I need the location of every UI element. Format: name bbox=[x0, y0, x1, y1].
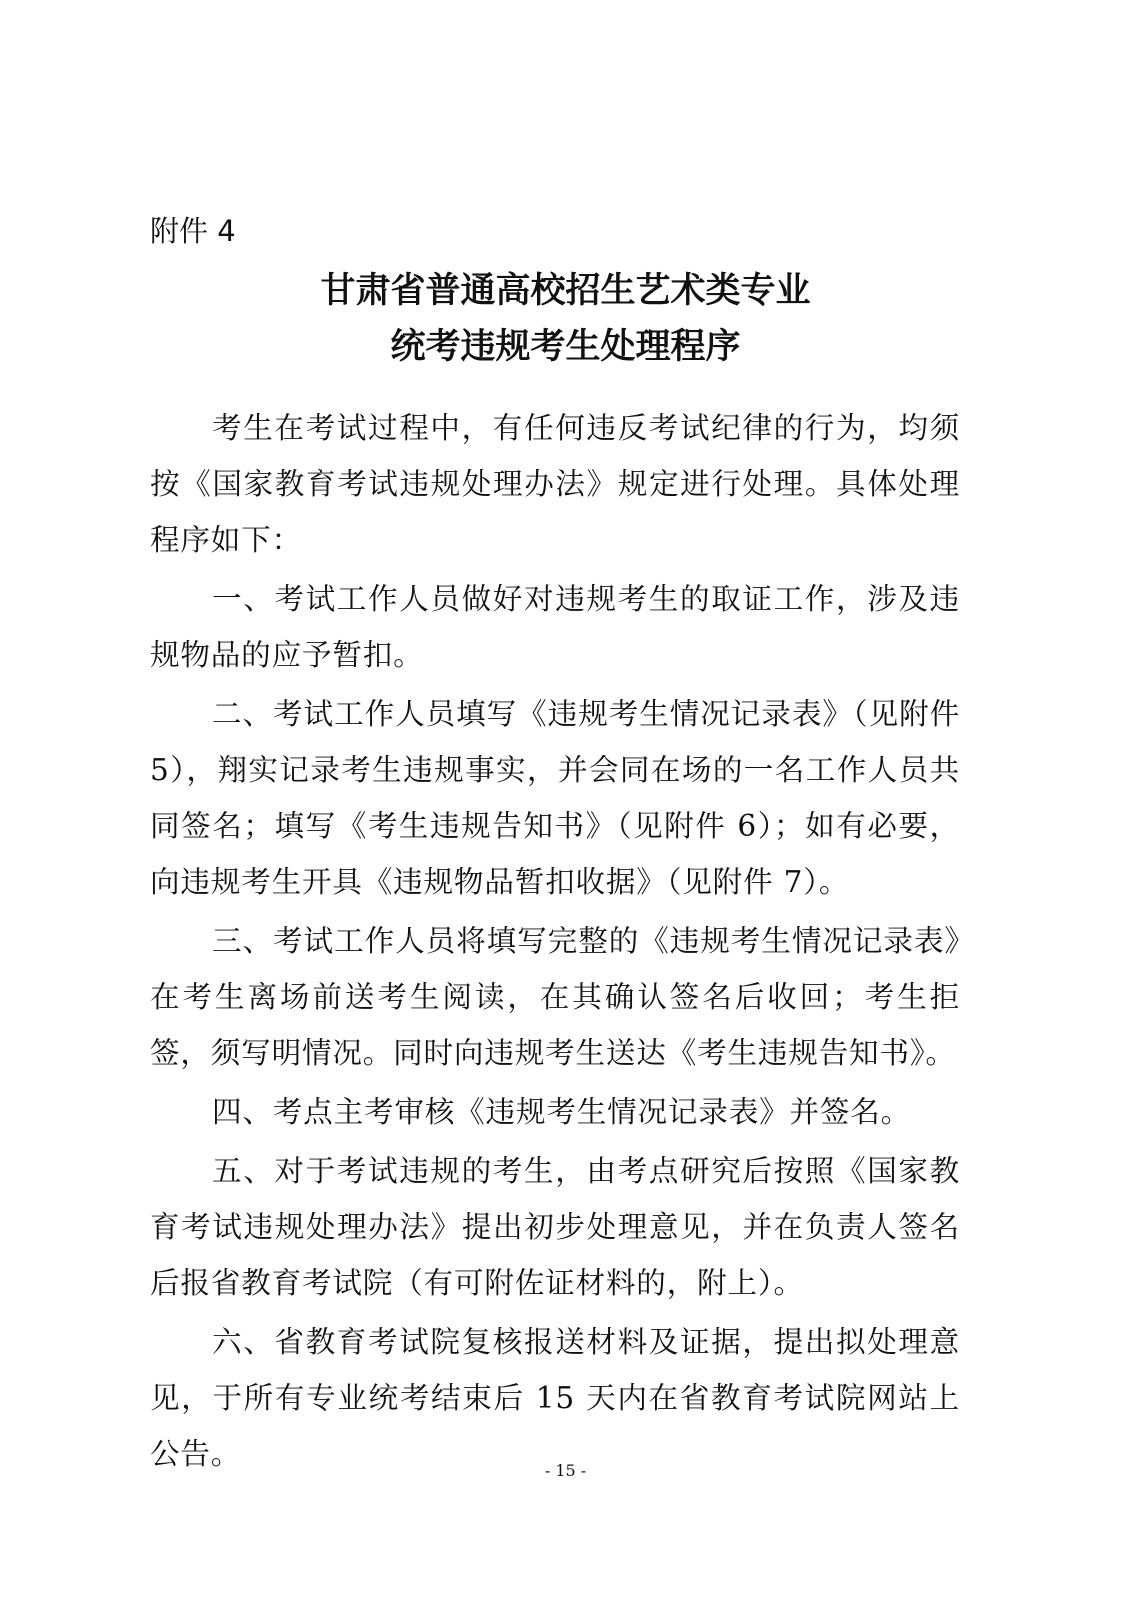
paragraph-step-6: 六、省教育考试院复核报送材料及证据，提出拟处理意见，于所有专业统考结束后 15 天内在省教育考试院网站上公告。 bbox=[150, 1325, 960, 1471]
document-body bbox=[150, 400, 960, 1485]
paragraph-step-1: 一、考试工作人员做好对违规考生的取证工作，涉及违规物品的应予暂扣。 bbox=[150, 582, 960, 672]
document-title-line-1: 甘肃省普通高校招生艺术类专业 bbox=[320, 270, 811, 311]
document-title-line-2: 统考违规考生处理程序 bbox=[390, 326, 741, 367]
page-number: - 15 - bbox=[544, 1461, 587, 1480]
paragraph-intro: 考生在考试过程中，有任何违反考试纪律的行为，均须按《国家教育考试违规处理办法》规定进行处理。具体处理程序如下： bbox=[150, 411, 960, 557]
attachment-label: 附件 4 bbox=[150, 214, 236, 248]
paragraph-step-4: 四、考点主考审核《违规考生情况记录表》并签名。 bbox=[212, 1095, 912, 1129]
paragraph-step-5: 五、对于考试违规的考生，由考点研究后按照《国家教育考试违规处理办法》提出初步处理意见，并在负责人签名后报省教育考试院（有可附佐证材料的，附上）。 bbox=[150, 1154, 960, 1300]
paragraph-step-2: 二、考试工作人员填写《违规考生情况记录表》（见附件5），翔实记录考生违规事实，并会同在场的一名工作人员共同签名；填写《考生违规告知书》（见附件 6）；如有必要，向违规考生开具《违规物品暂扣收据》（见附件 7）。 bbox=[150, 697, 960, 899]
paragraph-step-3: 三、考试工作人员将填写完整的《违规考生情况记录表》在考生离场前送考生阅读，在其确认签名后收回；考生拒签，须写明情况。同时向违规考生送达《考生违规告知书》。 bbox=[150, 924, 960, 1070]
